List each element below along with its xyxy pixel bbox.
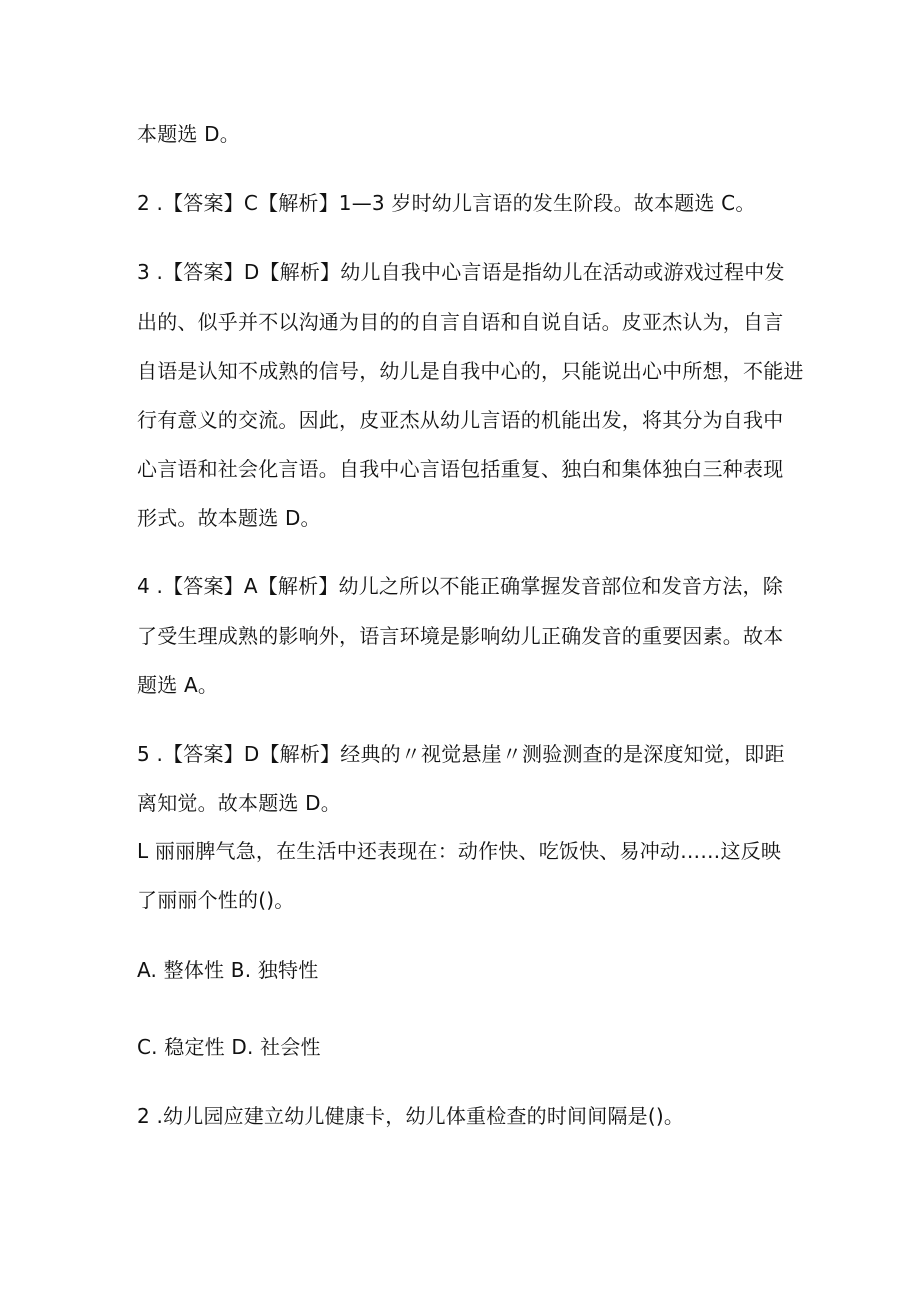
text-line-3: 3 .【答案】D【解析】幼儿自我中心言语是指幼儿在活动或游戏过程中发 <box>137 260 785 284</box>
text-line-17: C. 稳定性 D. 社会性 <box>137 1035 321 1059</box>
text-line-11: 题选 A。 <box>137 673 219 697</box>
text-line-7: 心言语和社会化言语。自我中心言语包括重复、独白和集体独白三种表现 <box>137 457 784 481</box>
text-line-12: 5 .【答案】D【解析】经典的〃视觉悬崖〃测验测查的是深度知觉，即距 <box>137 742 785 766</box>
text-line-9: 4 .【答案】A【解析】幼儿之所以不能正确掌握发音部位和发音方法，除 <box>137 574 783 598</box>
text-line-1: 本题选 D。 <box>137 122 240 146</box>
text-line-16: A. 整体性 B. 独特性 <box>137 958 319 982</box>
text-line-15: 了丽丽个性的()。 <box>137 888 295 912</box>
text-line-4: 出的、似乎并不以沟通为目的的自言自语和自说自话。皮亚杰认为，自言 <box>137 310 784 334</box>
text-line-6: 行有意义的交流。因此，皮亚杰从幼儿言语的机能出发，将其分为自我中 <box>137 408 784 432</box>
text-line-5: 自语是认知不成熟的信号，幼儿是自我中心的，只能说出心中所想，不能进 <box>137 359 804 383</box>
text-line-18: 2 .幼儿园应建立幼儿健康卡，幼儿体重检查的时间间隔是()。 <box>137 1104 685 1128</box>
text-line-10: 了受生理成熟的影响外，语言环境是影响幼儿正确发音的重要因素。故本 <box>137 624 784 648</box>
text-line-8: 形式。故本题选 D。 <box>137 506 321 530</box>
text-line-14: L 丽丽脾气急，在生活中还表现在：动作快、吃饭快、易冲动……这反映 <box>137 839 782 863</box>
text-line-2: 2 .【答案】C【解析】1—3 岁时幼儿言语的发生阶段。故本题选 C。 <box>137 191 756 215</box>
text-line-13: 离知觉。故本题选 D。 <box>137 791 341 815</box>
